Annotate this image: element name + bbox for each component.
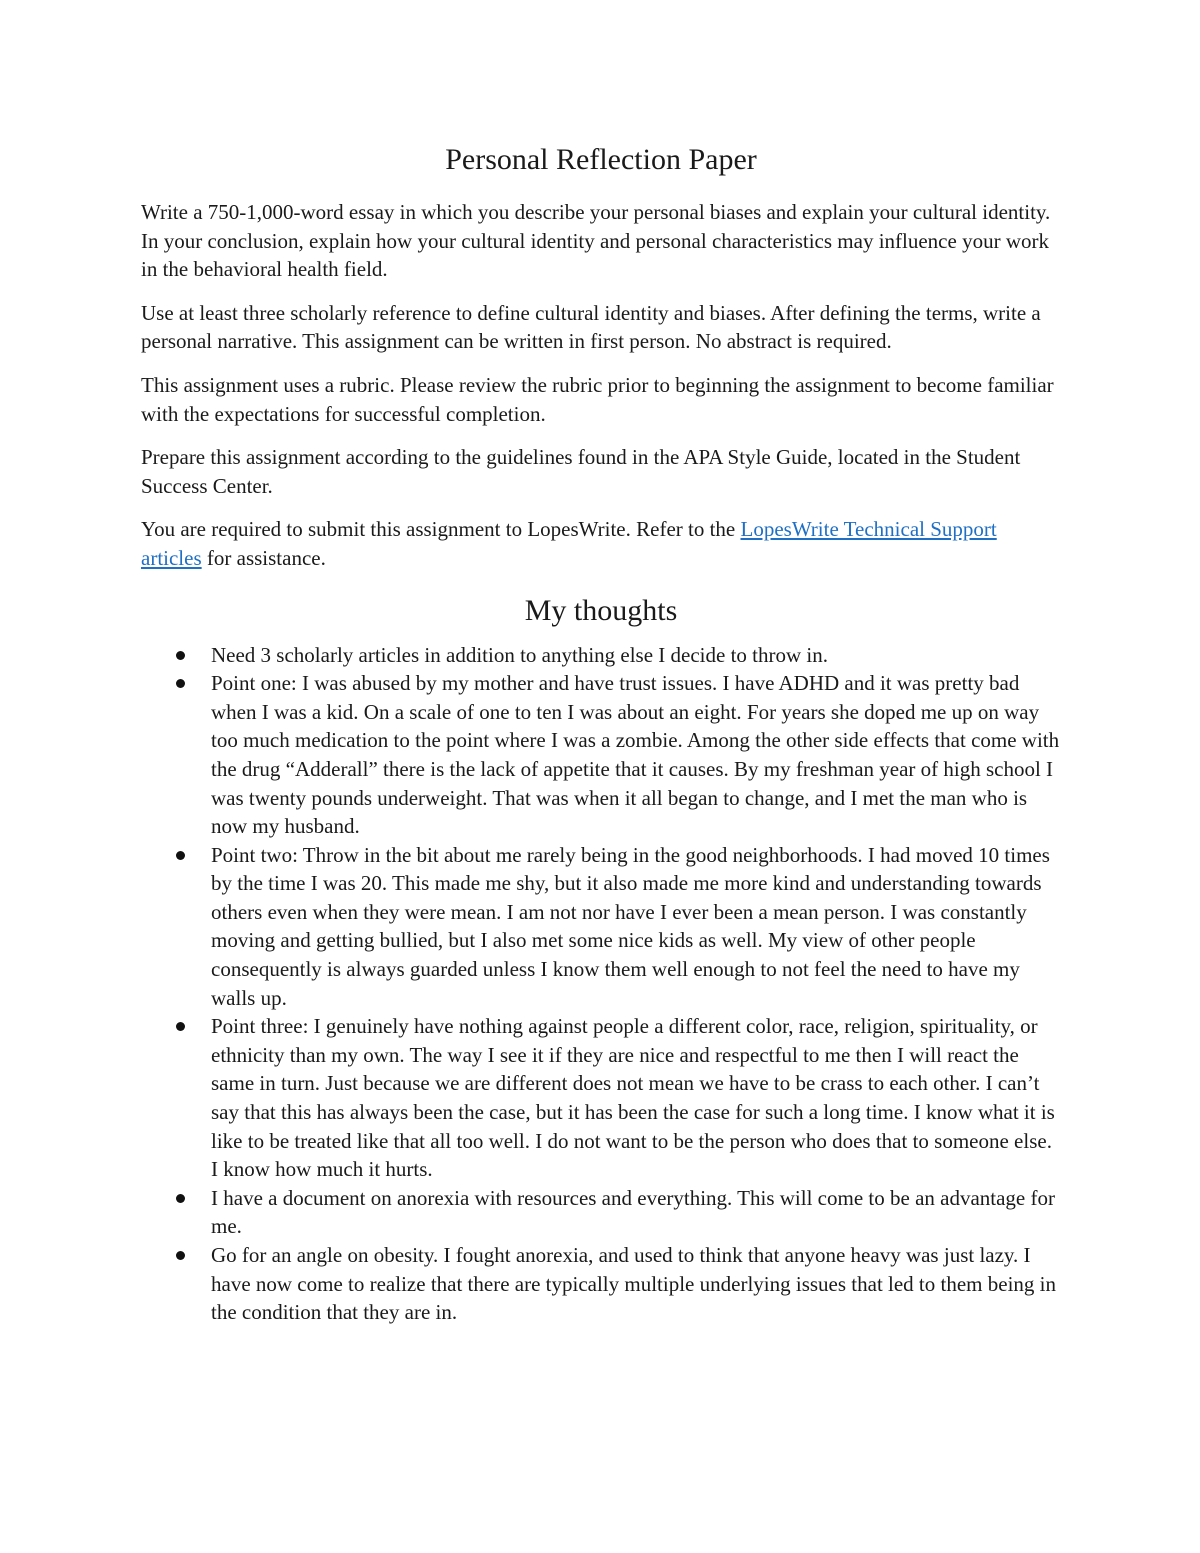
instructions-paragraph-4: Prepare this assignment according to the guidelines found in the APA Style Guide, located in the Student Success Center. [141, 445, 1021, 498]
list-item-text: I have a document on anorexia with resources and everything. This will come to be an advantage for me. [211, 1185, 1055, 1239]
instructions-paragraph-5 [141, 515, 1061, 572]
document-page [141, 140, 1061, 1327]
document-title: Personal Reflection Paper [445, 143, 757, 176]
lopeswrite-support-link[interactable]: LopesWrite Technical Support articles [141, 517, 997, 570]
instructions-paragraph-1: Write a 750-1,000-word essay in which you describe your personal biases and explain your cultural identity. In your conclusion, explain how your cultural identity and personal characteristics may influence your work in the behavioral health field. [141, 200, 1051, 282]
list-item [141, 669, 1061, 841]
bullet-icon [176, 679, 185, 688]
bullet-icon [176, 1022, 185, 1031]
submission-text: You are required to submit this assignment to LopesWrite. Refer to the [141, 517, 741, 542]
list-item-text: Need 3 scholarly articles in addition to anything else I decide to throw in. [211, 642, 828, 667]
list-item [141, 1241, 1061, 1327]
list-item-text: Point three: I genuinely have nothing against people a different color, race, religion, spirituality, or ethnicity than my own. The way I see it if they are nice and respectful to me then I will react the same in turn. Just because we are different does not mean we have to be crass to each other. I can’t say that this has always been the case, but it has been the case for such a long time. I know what it is like to be treated like that all too well. I do not want to be the person who does that to someone else. I know how much it hurts. [211, 1014, 1055, 1182]
bullet-icon [176, 1194, 185, 1203]
bullet-icon [176, 1251, 185, 1260]
instructions-paragraph-2: Use at least three scholarly reference to define cultural identity and biases. After defining the terms, write a personal narrative. This assignment can be written in first person. No abstract is required. [141, 300, 1041, 354]
instructions-paragraph-3: This assignment uses a rubric. Please review the rubric prior to beginning the assignment to become familiar with the expectations for successful completion. [141, 372, 1054, 426]
thoughts-list [141, 641, 1061, 1327]
list-item [141, 1012, 1061, 1184]
list-item-text: Point two: Throw in the bit about me rarely being in the good neighborhoods. I had moved 10 times by the time I was 20. This made me shy, but it also made me more kind and understanding towards others even when they were mean. I am not nor have I ever been a mean person. I was constantly moving and getting bullied, but I also met some nice kids as well. My view of other people consequently is always guarded unless I know them well enough to not feel the need to have my walls up. [211, 842, 1050, 1010]
list-item-text: Point one: I was abused by my mother and have trust issues. I have ADHD and it was pretty bad when I was a kid. On a scale of one to ten I was about an eight. For years she doped me up on way too much medication to the point where I was a zombie. Among the other side effects that come with the drug “Adderall” there is the lack of appetite that it causes. By my freshman year of high school I was twenty pounds underweight. That was when it all began to change, and I met the man who is now my husband. [211, 671, 1060, 839]
list-item [141, 641, 1061, 670]
list-item-text: Go for an angle on obesity. I fought anorexia, and used to think that anyone heavy was just lazy. I have now come to realize that there are typically multiple underlying issues that led to them being in the condition that they are in. [211, 1243, 1056, 1325]
list-item [141, 841, 1061, 1013]
assistance-text: for assistance. [201, 545, 326, 570]
bullet-icon [176, 651, 185, 660]
bullet-icon [176, 851, 185, 860]
thoughts-heading: My thoughts [524, 593, 678, 627]
list-item [141, 1184, 1061, 1241]
